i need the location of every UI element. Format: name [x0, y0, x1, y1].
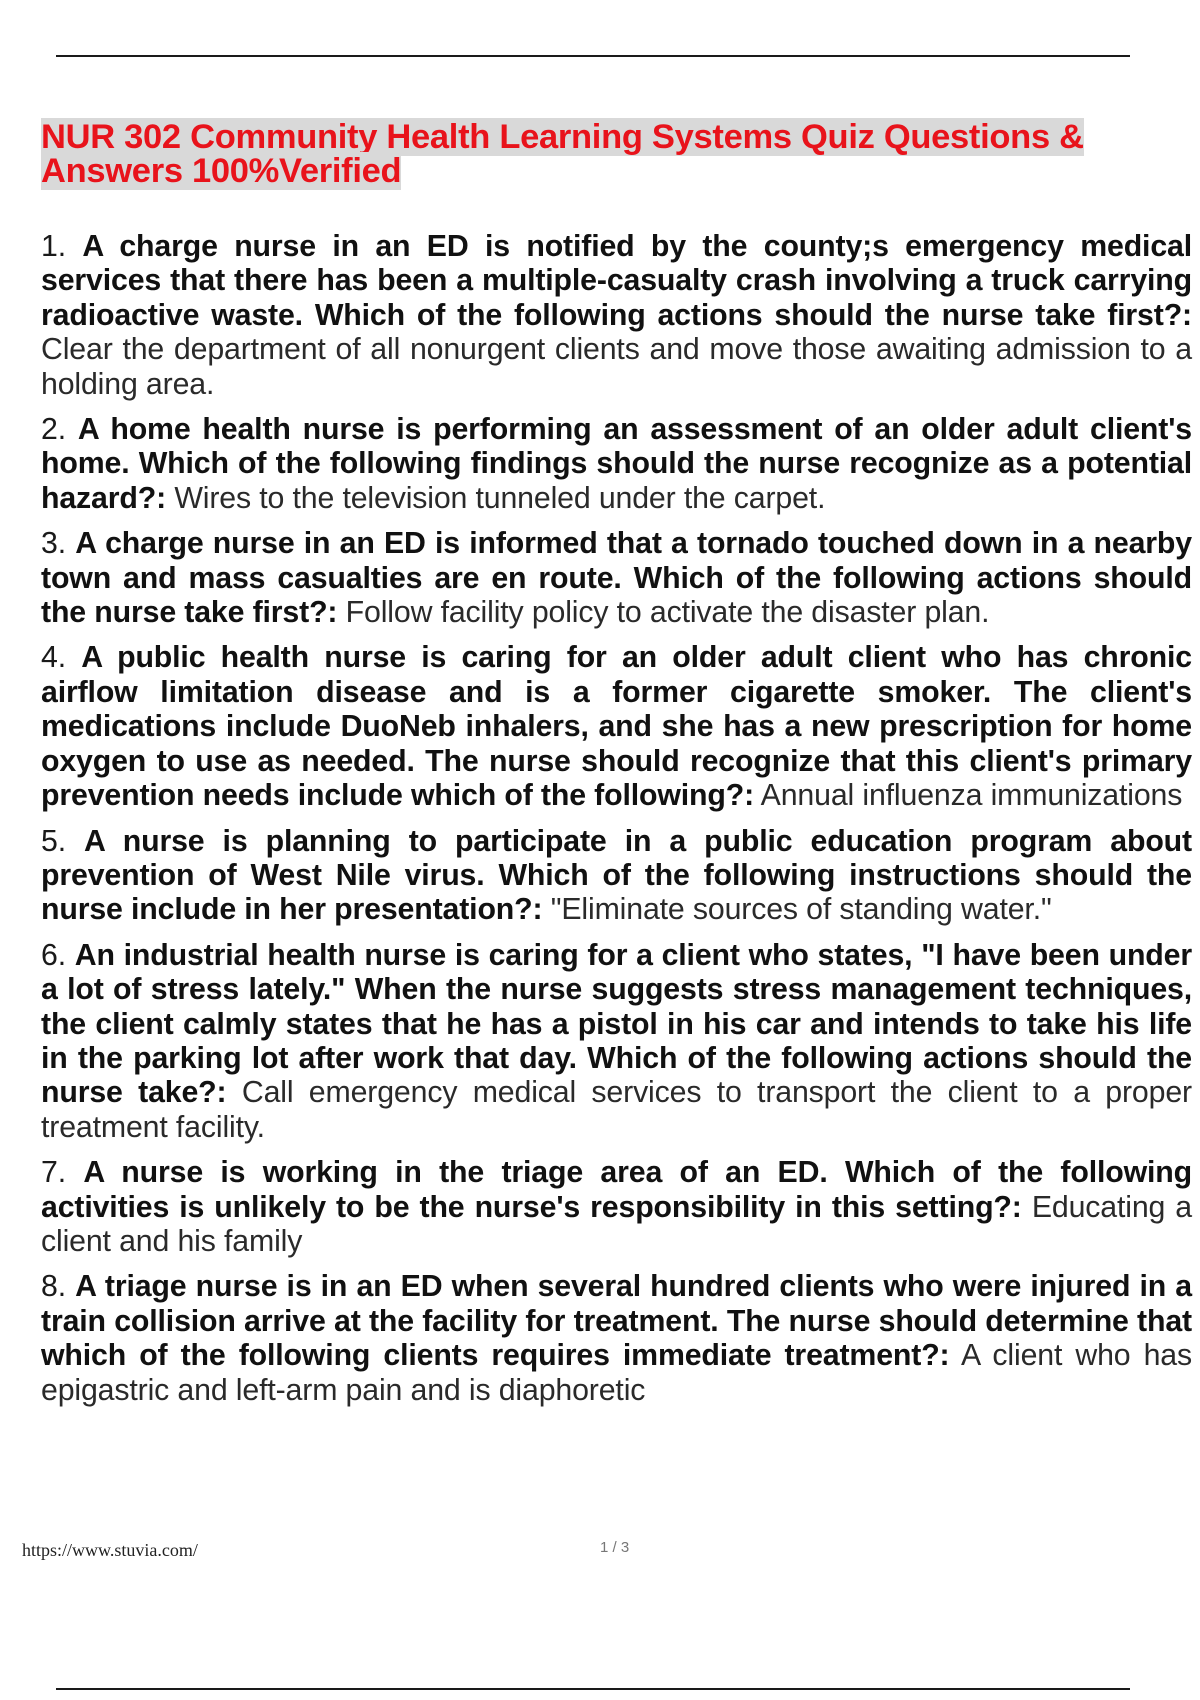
- page-indicator: 1 / 3: [600, 1539, 630, 1556]
- bottom-rule: [56, 1688, 1130, 1690]
- answer-text: Clear the department of all nonurgent clients and move those awaiting admission to a holding area.: [41, 333, 1192, 401]
- answer-text: Follow facility policy to activate the disaster plan.: [345, 596, 990, 630]
- answer-text: Wires to the television tunneled under the carpet.: [174, 481, 826, 515]
- question-item-7: [41, 1156, 1192, 1259]
- question-number: 2.: [41, 413, 66, 447]
- question-item-3: [41, 527, 1192, 630]
- question-text: An industrial health nurse is caring for a client who states, "I have been under a lot of stress lately." When the nurse suggests stress management techniques, the client calmly states that he has a pistol in his car and intends to take his life in the parking lot after work that day. Which of the following actions should the nurse take?:: [41, 938, 1192, 1110]
- question-number: 3.: [41, 527, 66, 561]
- question-item-2: [41, 413, 1192, 516]
- footer-url[interactable]: https://www.stuvia.com/: [22, 1540, 198, 1560]
- top-rule: [56, 55, 1130, 57]
- question-text: A charge nurse in an ED is informed that a tornado touched down in a nearby town and mass casualties are en route. Which of the following actions should the nurse take first?:: [41, 527, 1192, 630]
- question-number: 1.: [41, 230, 66, 263]
- document-title-text: NUR 302 Community Health Learning Systems Quiz Questions & Answers 100%Verified: [41, 118, 1084, 190]
- question-number: 8.: [41, 1270, 66, 1304]
- question-text: A triage nurse is in an ED when several hundred clients who were injured in a train collision arrive at the facility for treatment. The nurse should determine that which of the following clients requires immediate treatment?:: [41, 1270, 1192, 1373]
- question-item-5: [41, 825, 1192, 928]
- question-list: [41, 230, 1192, 1419]
- question-text: A charge nurse in an ED is notified by the county;s emergency medical services that there has been a multiple-casualty crash involving a truck carrying radioactive waste. Which of the following actions should the nurse take first?:: [41, 230, 1192, 332]
- answer-text: A client who has epigastric and left-arm pain and is diaphoretic: [41, 1339, 1192, 1407]
- question-item-6: [41, 939, 1192, 1145]
- document-title: [41, 120, 1161, 188]
- question-text: A nurse is planning to participate in a public education program about prevention of West Nile virus. Which of the following instructions should the nurse include in her presentation?:: [41, 824, 1192, 927]
- answer-text: Call emergency medical services to transport the client to a proper treatment facility.: [41, 1076, 1192, 1144]
- answer-text: "Eliminate sources of standing water.": [550, 893, 1052, 927]
- question-item-4: [41, 641, 1192, 813]
- question-text: A public health nurse is caring for an older adult client who has chronic airflow limitation disease and is a former cigarette smoker. The client's medications include DuoNeb inhalers, and she has a new prescription for home oxygen to use as needed. The nurse should recognize that this client's primary prevention needs include which of the following?:: [41, 641, 1192, 813]
- question-text: A nurse is working in the triage area of an ED. Which of the following activities is unlikely to be the nurse's responsibility in this setting?:: [41, 1156, 1192, 1224]
- question-text: A home health nurse is performing an assessment of an older adult client's home. Which of the following findings should the nurse recognize as a potential hazard?:: [41, 413, 1192, 515]
- question-number: 4.: [41, 641, 66, 675]
- question-item-1: [41, 230, 1192, 402]
- question-number: 7.: [41, 1156, 66, 1190]
- answer-text: Educating a client and his family: [41, 1190, 1192, 1258]
- question-number: 5.: [41, 824, 66, 858]
- question-number: 6.: [41, 938, 66, 972]
- question-item-8: [41, 1270, 1192, 1408]
- answer-text: Annual influenza immunizations: [760, 779, 1183, 813]
